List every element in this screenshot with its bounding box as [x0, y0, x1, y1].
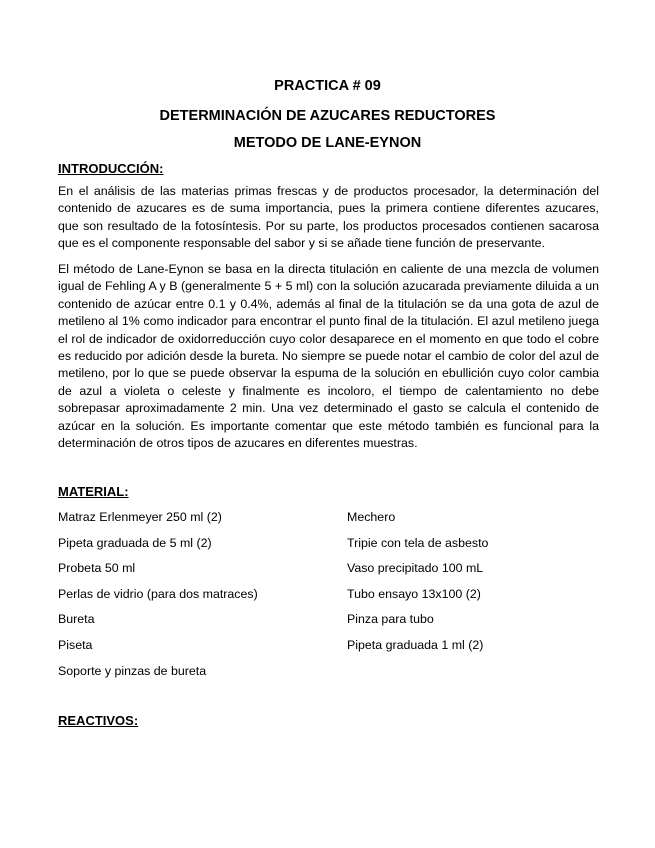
introduccion-heading: INTRODUCCIÓN:: [58, 161, 164, 176]
material-item: Pinza para tubo: [347, 612, 434, 626]
material-item: Tubo ensayo 13x100 (2): [347, 587, 481, 601]
practice-number-title: PRACTICA # 09: [274, 78, 381, 94]
introduccion-paragraph-1: En el análisis de las materias primas frescas y de productos procesador, la determinación del contenido de azucares es de suma importancia, pues la primera contiene diferentes azucares, que son resultado de la fotosíntesis. Por su parte, los productos procesados contienen sacarosa que es el componente responsable del sabor y si se añade tiene función de preservante.: [58, 184, 599, 251]
reactivos-heading: REACTIVOS:: [58, 713, 139, 728]
introduccion-paragraph-2: El método de Lane-Eynon se basa en la directa titulación en caliente de una mezcla de volumen igual de Fehling A y B (generalmente 5 + 5 ml) con la solución azucarada previamente diluida a un contenido de azúcar entre 0.1 y 0.4%, además al final de la titulación se da una gota de azul de metileno al 1% como indicador para encontrar el punto final de la titulación. El azul metileno juega el rol de indicador de oxidorreducción cuyo color desaparece en el momento en que todo el cobre es reducido por adición desde la bureta. No siempre se puede notar el cambio de color del azul de metileno, por lo que se puede observar la espuma de la solución en ebullición cuyo color cambia de azul a violeta o celeste y finalmente es incoloro, el tiempo de calentamiento no debe sobrepasar aproximadamente 2 min. Una vez determinado el gasto se calcula el contenido de azúcar en la solución. Es importante comentar que este método también es funcional para la determinación de otros tipos de azucares en diferentes muestras.: [58, 262, 599, 451]
material-heading: MATERIAL:: [58, 484, 129, 499]
practice-method-title: METODO DE LANE-EYNON: [233, 135, 422, 151]
material-item: Probeta 50 ml: [58, 561, 136, 575]
material-item: Pipeta graduada de 5 ml (2): [58, 536, 212, 550]
material-item: Mechero: [347, 510, 396, 524]
material-item: Tripie con tela de asbesto: [347, 536, 489, 550]
material-item: Soporte y pinzas de bureta: [58, 664, 207, 678]
material-item: Vaso precipitado 100 mL: [347, 561, 484, 575]
practice-main-title: DETERMINACIÓN DE AZUCARES REDUCTORES: [159, 108, 496, 124]
material-item: Perlas de vidrio (para dos matraces): [58, 587, 258, 601]
material-item: Matraz Erlenmeyer 250 ml (2): [58, 510, 222, 524]
material-item: Bureta: [58, 612, 95, 626]
material-item: Piseta: [58, 638, 93, 652]
material-item: Pipeta graduada 1 ml (2): [347, 638, 484, 652]
